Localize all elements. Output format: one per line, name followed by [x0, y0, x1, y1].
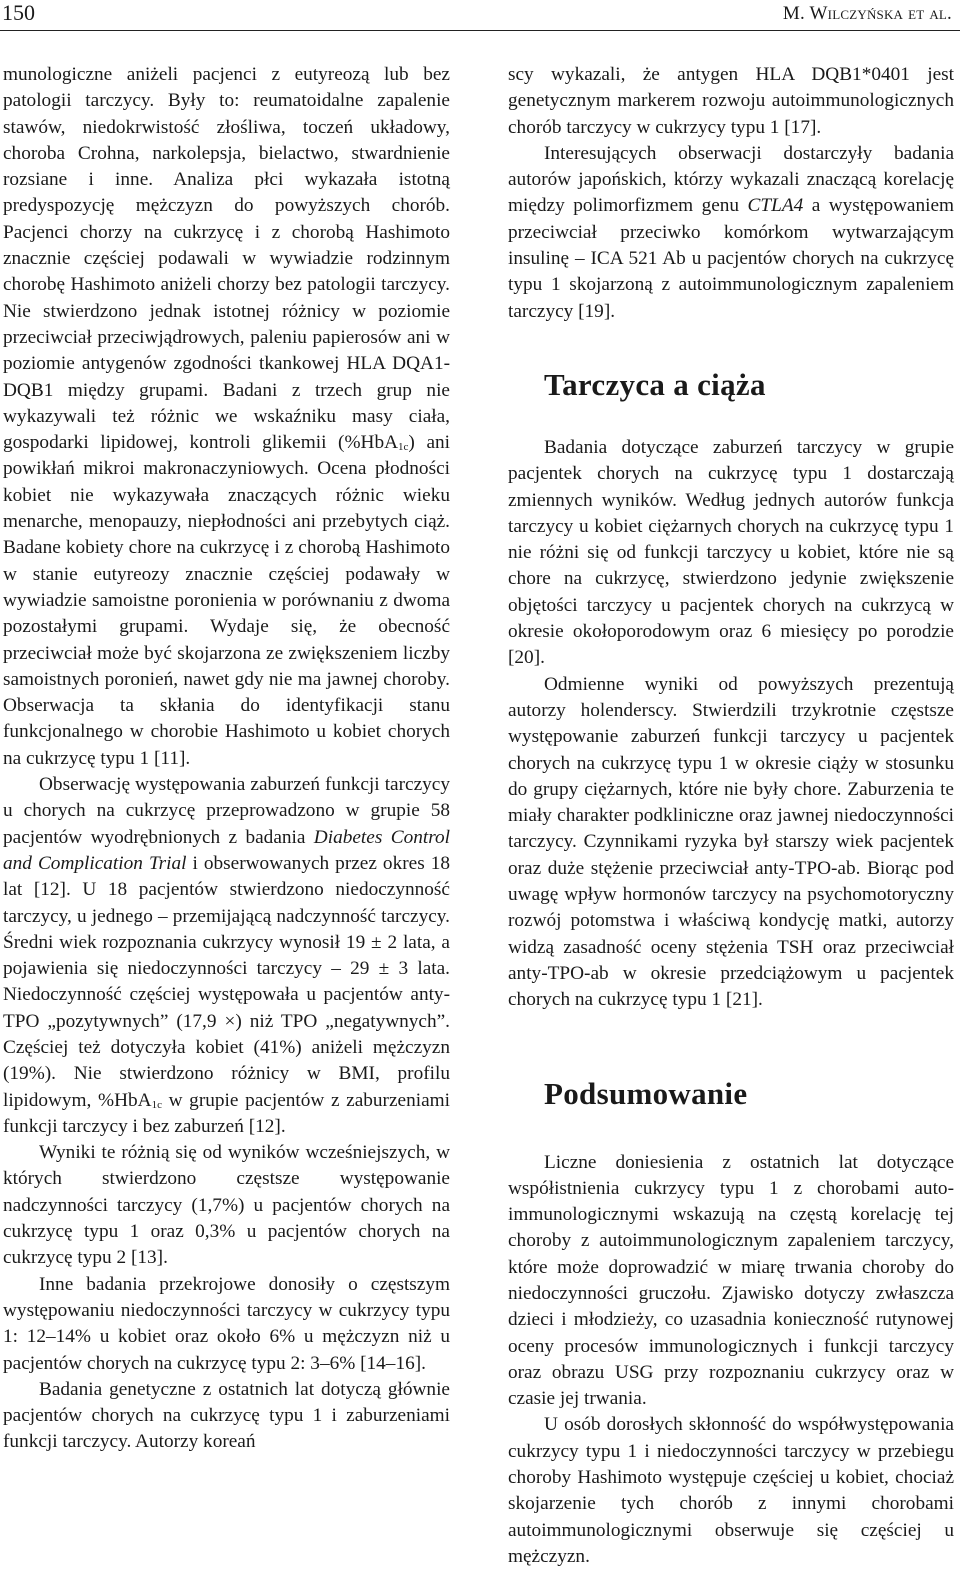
- right-column: [508, 62, 954, 1570]
- spacer: [508, 1014, 954, 1076]
- paragraph: U osób dorosłych skłonność do współwystępowania cukrzycy typu 1 i niedoczynności tarczycy w przebiegu choroby Hashimoto występuje częściej u kobiet, chociaż skojarzenie tych chorób z innymi chorobami autoimmunologicznymi obserwuje się częściej u mężczyzn.: [508, 1414, 954, 1567]
- paragraph: Badania dotyczące zaburzeń tarczycy w grupie pacjentek chorych na cukrzycę typu 1 dostarczają zmiennych wyników. Według jednych autorów funkcja tarczycy u kobiet ciężarnych chorych na cukrzycę typu 1 nie różni się od funkcji tarczycy u kobiet, które nie są chore na cukrzycę, stwierdzono jedynie zwiększenie objętości tarczycy u pacjentek chorych na cukrzycą w okresie okołoporodowym oraz 6 miesięcy po porodzie [20].: [508, 436, 954, 669]
- paragraph: Inne badania przekrojowe donosiły o częstszym występowaniu niedoczynności tarczycy w cukrzycy typu 1: 12–14% u kobiet oraz około 6% u mężczyzn niż u pacjentów chorych na cukrzycę typu 2: 3–6% [14–16].: [3, 1273, 450, 1374]
- spacer: [508, 1112, 954, 1150]
- subscript: 1c: [398, 441, 409, 454]
- paragraph: scy wykazali, że antygen HLA DQB1*0401 jest genetycznym markerem rozwoju autoimmunologicznych chorób tarczycy w cukrzycy typu 1 [17].: [508, 64, 954, 138]
- spacer: [508, 403, 954, 435]
- paragraph: Wyniki te różnią się od wyników wcześniejszych, w których stwierdzono częstsze występowanie nadczynności tarczycy (1,7%) u pacjentów chorych na cukrzycę typu 1 oraz 0,3% u pacjentów chorych na cukrzycę typu 2 [13].: [3, 1142, 450, 1269]
- spacer: [508, 325, 954, 367]
- page-header: [0, 0, 960, 30]
- left-column: [3, 62, 450, 1456]
- section-heading: Podsumowanie: [544, 1075, 748, 1111]
- paragraph: Liczne doniesienia z ostatnich lat dotyczące współistnienia cukrzycy typu 1 z chorobami autoimmunologicznymi wskazują na częstą korelację tej choroby z autoimmunologicznym zapaleniem tarczycy, które może doprowadzić w miarę trwania choroby do niedoczynności gruczołu. Zjawisko dotyczy zwłaszcza dzieci i młodzieży, co uzasadnia konieczność rutynowej oceny procesów immunologicznych i funkcji tarczycy oraz obrazu USG przy rozpoznaniu cukrzycy oraz w czasie jej trwania.: [508, 1151, 954, 1410]
- page-number: 150: [2, 0, 35, 25]
- study-name: Diabetes Control and Complication Trial: [3, 826, 450, 874]
- paragraph: Odmienne wyniki od powyższych prezentują autorzy holenderscy. Stwierdzili trzykrotnie częstsze występowanie zaburzeń funkcji tarczycy u pacjentek chorych na cukrzycę typu 1 w okresie ciąży w stosunku do grupy ciężarnych, które nie były chore. Zaburzenia te miały charakter podkliniczne oraz jawnej niedoczynności tarczycy. Czynnikami ryzyka był starszy wiek pacjentek oraz duże stężenie przeciwciał anty-TPO-ab. Biorąc pod uwagę wpływ hormonów tarczycy na psychomotoryczny rozwój potomstwa i właściwą kondycję matki, autorzy widzą zasadność oceny stężenia TSH oraz przeciwciał anty-TPO-ab w okresie przedciążowym u pacjentek chorych na cukrzycę typu 1 [21].: [508, 673, 954, 1011]
- paragraph: munologiczne aniżeli pacjenci z eutyreozą lub bez patologii tarczycy. Były to: reumatoidalne zapalenie stawów, niedokrwistość złośliwa, toczeń układowy, choroba Crohna, narkolepsja, bielactwo, stwardnienie rozsiane i inne. Analiza płci wykazała istotną predyspozycję mężczyzn do powyższych chorób. Pacjenci chorzy na cukrzycę i z chorobą Hashimoto znacznie częściej podawali w wywiadzie rodzinnym chorobę Hashimoto aniżeli chorzy bez patologii tarczycy. Nie stwierdzono jednak istotnej różnicy w poziomie przeciwciał przeciwjądrowych, paleniu papierosów ani w poziomie antygenów zgodności tkankowej HLA DQA1-DQB1 między grupami. Badani z trzech grup nie wykazywali też różnic we wskaźniku masy ciała, gospodarki lipidowej, kontroli glikemii (%HbA$_{1c}$) ani powikłań mikroi makronaczyniowych. Ocena płodności kobiet nie wykazywała znaczących różnic wieku menarche, menopauzy, niepłodności ani przebytych ciąż. Badane kobiety chore na cukrzycę i z chorobą Hashimoto w stanie eutyreozy znacznie częściej podawały w wywiadzie samoistne poronienia w porównaniu z dwoma pozostałymi grupami. Wydaje się, że obecność przeciwciał może być skojarzona ze zwiększeniem liczby samoistnych poronień, nawet gdy nie ma jawnej choroby. Obserwacja ta skłania do identyfikacji stanu funkcjonalnego w chorobie Hashimoto u kobiet chorych na cukrzycę typu 1 [11].: [3, 64, 450, 769]
- running-head: M. Wilczyńska et al.: [782, 3, 952, 24]
- header-rule: [0, 30, 960, 31]
- paragraph: Interesujących obserwacji dostarczyły badania autorów japońskich, którzy wykazali znaczącą korelację między polimorfizmem genu CTLA4 a występowaniem przeciwciał przeciwko komórkom wytwarzającym insulinę – ICA 521 Ab u pacjentów chorych na cukrzycę typu 1 skojarzoną z autoimmunologicznym zapaleniem tarczycy [19].: [508, 142, 954, 322]
- gene-name: CTLA4: [747, 195, 804, 217]
- subscript: 1c: [151, 1098, 162, 1111]
- paragraph: Badania genetyczne z ostatnich lat dotyczą głównie pacjentów chorych na cukrzycę typu 1 i zaburzeniami funkcji tarczycy. Autorzy koreań: [3, 1378, 450, 1453]
- section-heading: Tarczyca a ciąża: [544, 366, 766, 402]
- paragraph: Obserwację występowania zaburzeń funkcji tarczycy u chorych na cukrzycę przeprowadzono w grupie 58 pacjentów wyodrębnionych z badania Diabetes Control and Complication Trial i obserwowanych przez okres 18 lat [12]. U 18 pacjentów stwierdzono niedoczynność tarczycy, u jednego – przemijającą nadczynność tarczycy. Średni wiek rozpoznania cukrzycy wynosił 19 ± 2 lata, a pojawienia się niedoczynności tarczycy – 29 ± 3 lata. Niedoczynność częściej występowała u pacjentów anty-TPO „pozytywnych” (17,9 ×) niż TPO „negatywnych”. Częściej też dotyczyła kobiet (41%) aniżeli mężczyzn (19%). Nie stwierdzono różnicy w BMI, profilu lipidowym, %HbA$_{1c}$ w grupie pacjentów z zaburzeniami funkcji tarczycy i bez zaburzeń [12].: [3, 774, 451, 1137]
